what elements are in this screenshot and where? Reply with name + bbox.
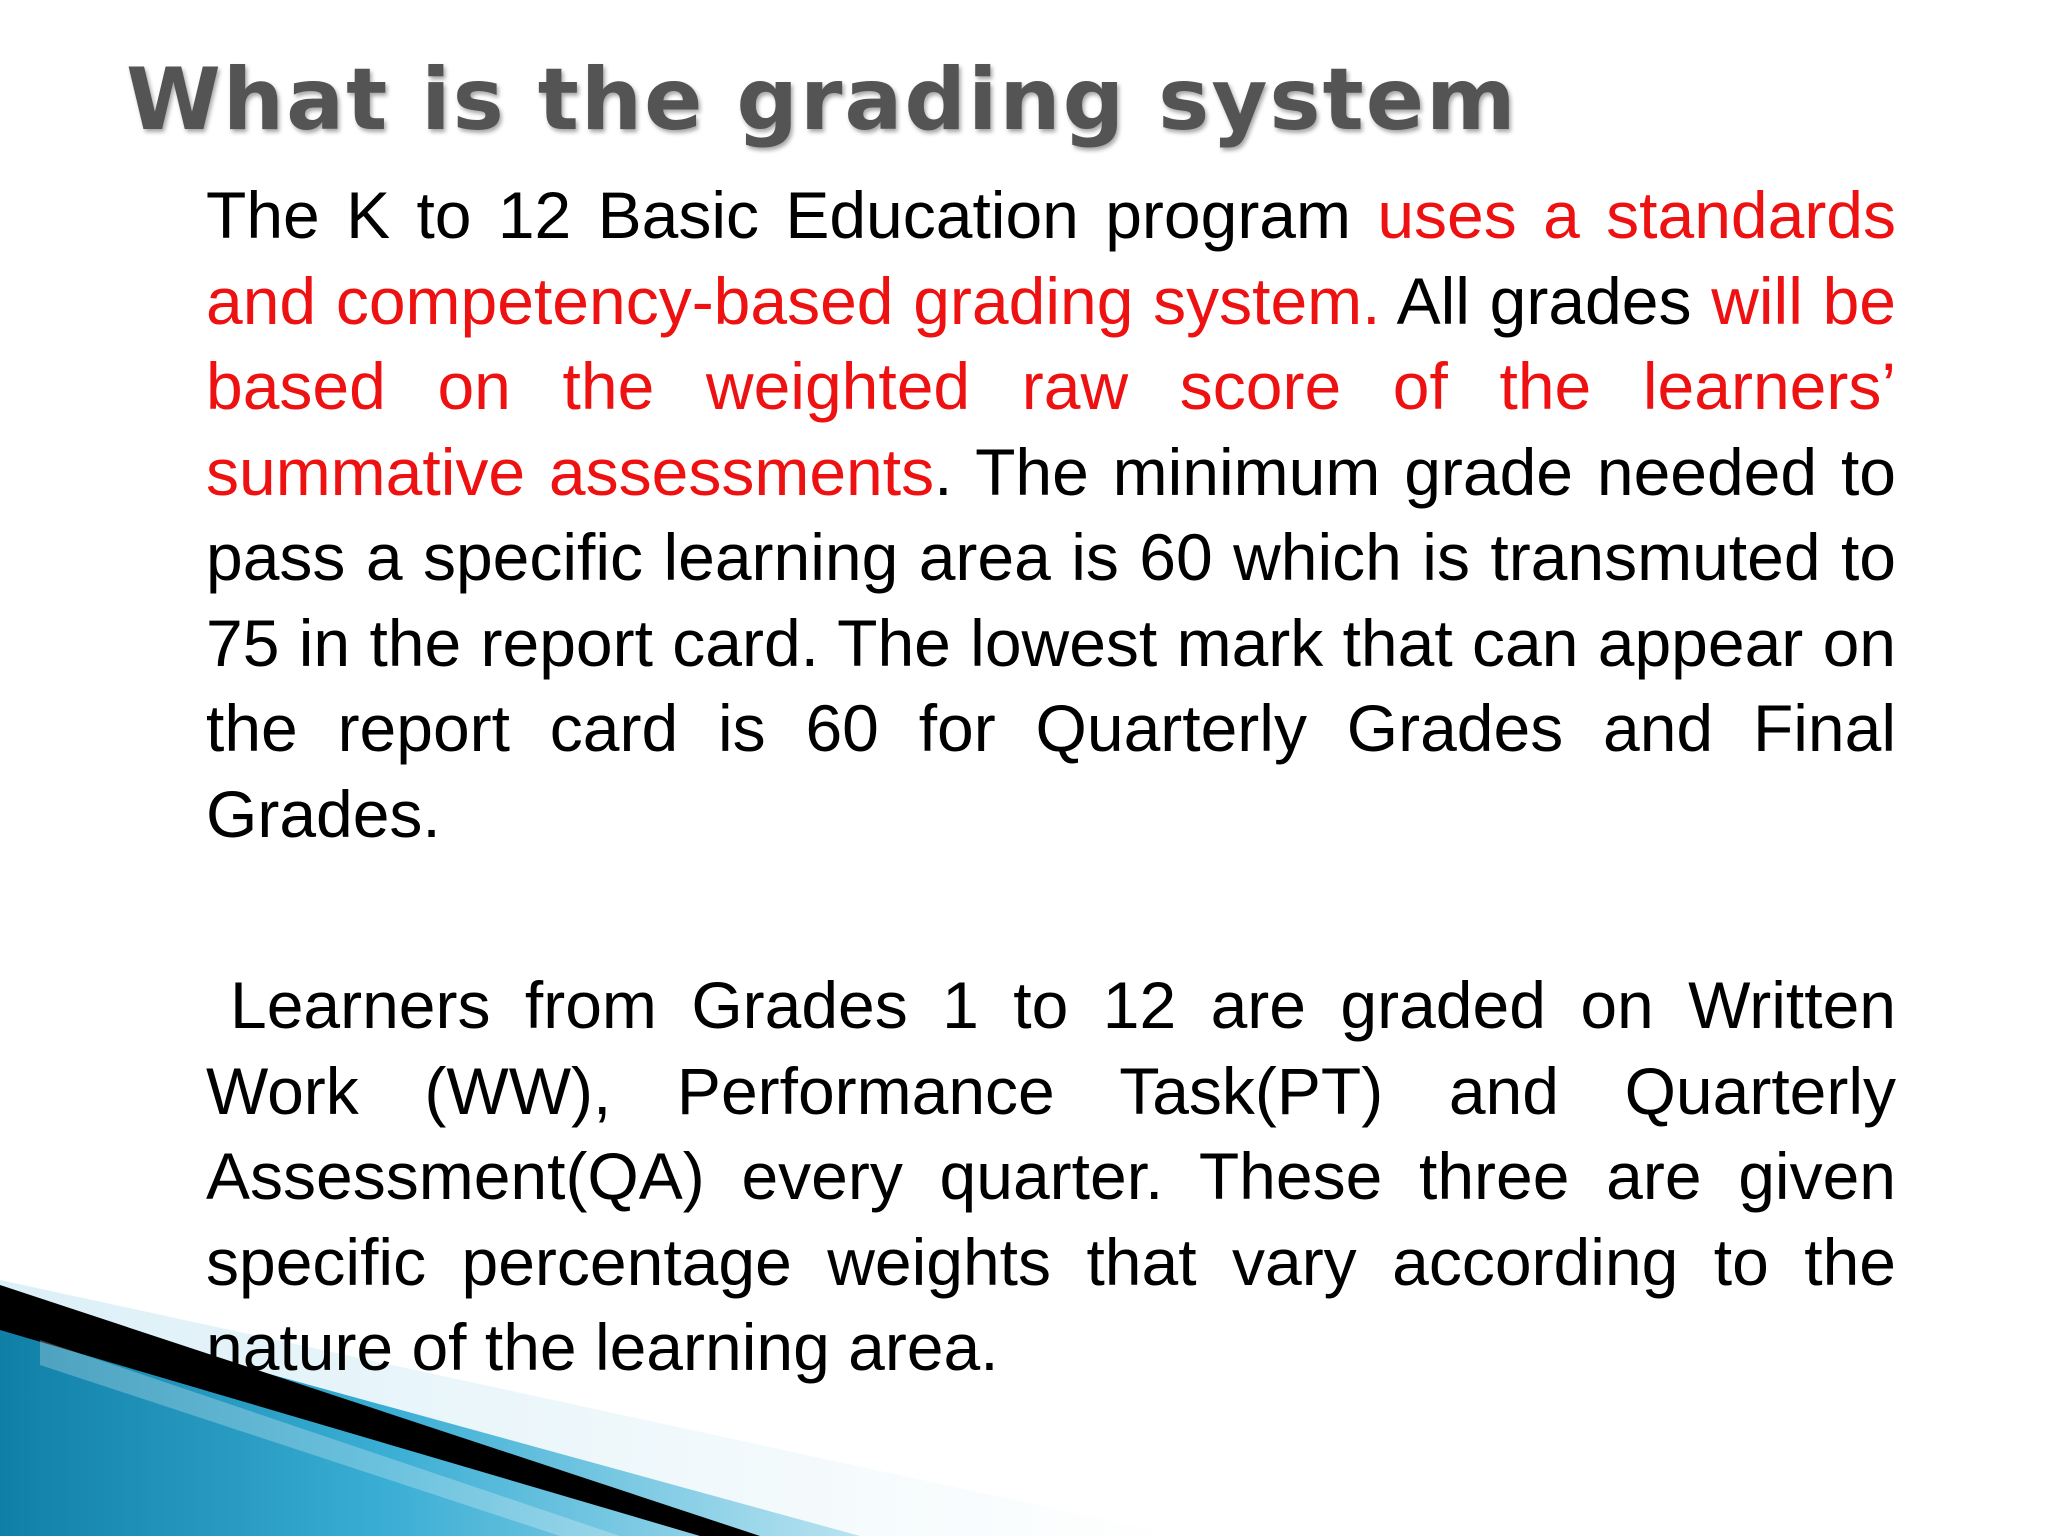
highlighted-text: will be based on the weighted raw score of the learners’ summative assessments (206, 263, 1896, 509)
text-run: . The minimum grade needed to pass a specific learning area is 60 which is transmuted to 75 in the report card. The lowest mark that can appear on the report card is 60 for Quarterly Grades and Final Grades. (206, 434, 1896, 851)
paragraph-grading-basis (206, 173, 1896, 857)
highlighted-text: uses a standards and competency-based grading system. (206, 178, 1897, 338)
text-run: All grades (1380, 263, 1712, 338)
text-run: The K to 12 Basic Education program (206, 178, 1378, 252)
paragraph-grade-components: Learners from Grades 1 to 12 are graded on Written Work (WW), Performance Task(PT) and Quarterly Assessment(QA) every quarter. These three are given specific percentage weights that vary according to the nature of the learning area. (206, 968, 1896, 1384)
slide-title: What is the grading system (126, 50, 1518, 150)
